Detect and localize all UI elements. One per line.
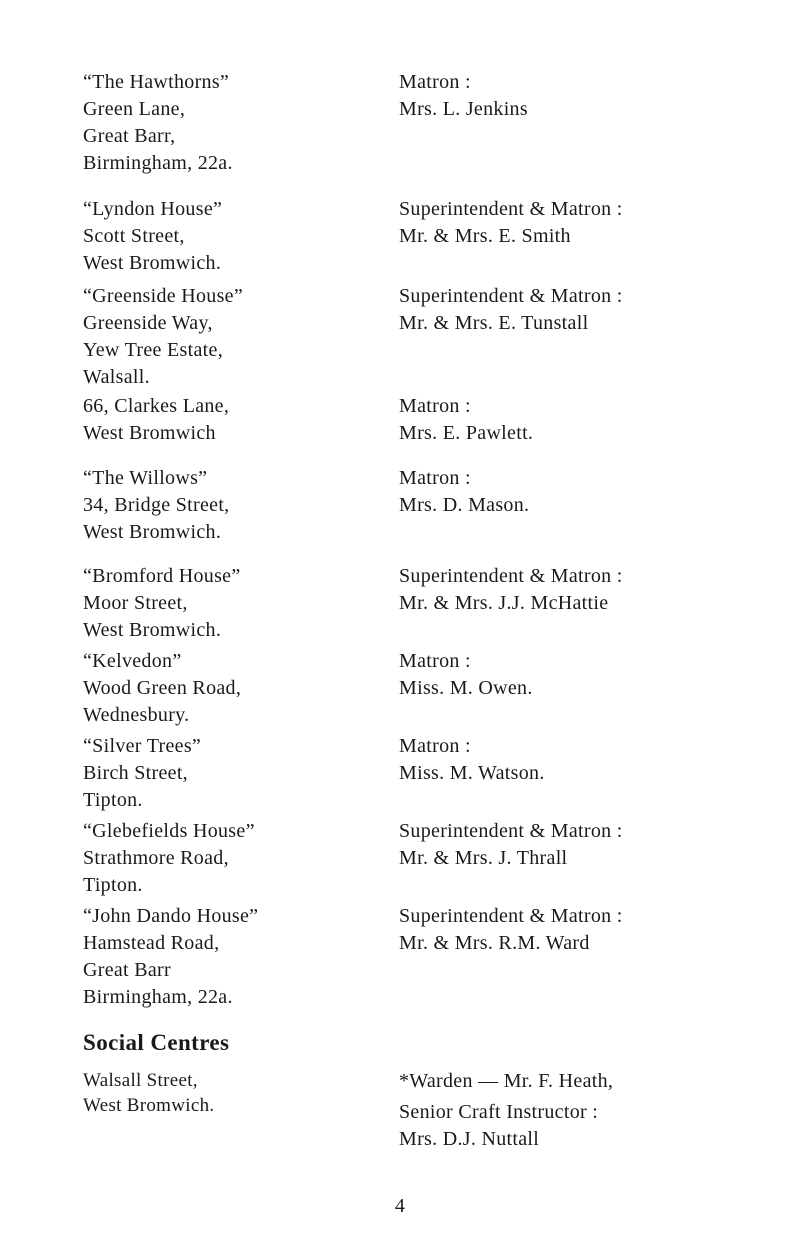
address-block — [83, 903, 393, 1011]
address-line: Birch Street, — [83, 762, 188, 784]
home-name: “Silver Trees” — [83, 735, 202, 757]
address-line: West Bromwich — [83, 422, 216, 444]
staff-role: Matron : — [399, 395, 471, 417]
address-line: Great Barr, — [83, 125, 176, 147]
address-line: Walsall. — [83, 366, 150, 388]
staff-role: Superintendent & Matron : — [399, 820, 623, 842]
address-line: Green Lane, — [83, 98, 186, 120]
address-line: Hamstead Road, — [83, 932, 220, 954]
address-block — [83, 465, 393, 546]
address-block — [83, 733, 393, 814]
staff-block — [399, 69, 729, 123]
staff-block — [399, 648, 729, 702]
staff-role: Superintendent & Matron : — [399, 905, 623, 927]
address-line: Greenside Way, — [83, 312, 213, 334]
home-name: “Lyndon House” — [83, 198, 223, 220]
address-line: Moor Street, — [83, 592, 188, 614]
staff-block — [399, 903, 729, 957]
staff-block — [399, 196, 729, 250]
address-line: Tipton. — [83, 874, 143, 896]
address-line: Yew Tree Estate, — [83, 339, 223, 361]
staff-block — [399, 818, 729, 872]
staff-role: Matron : — [399, 467, 471, 489]
address-line: Strathmore Road, — [83, 847, 229, 869]
address-line: 66, Clarkes Lane, — [83, 395, 230, 417]
staff-block — [399, 733, 729, 787]
staff-name: Mr. & Mrs. R.M. Ward — [399, 932, 590, 954]
staff-role: Matron : — [399, 735, 471, 757]
staff-block — [399, 283, 729, 337]
staff-name: Mr. & Mrs. J. Thrall — [399, 847, 568, 869]
staff-block — [399, 563, 729, 617]
staff-role: Superintendent & Matron : — [399, 198, 623, 220]
staff-block — [399, 393, 729, 447]
address-line: Scott Street, — [83, 225, 185, 247]
address-line: 34, Bridge Street, — [83, 494, 230, 516]
page-number: 4 — [394, 1195, 406, 1217]
home-name: “Greenside House” — [83, 285, 244, 307]
address-line: West Bromwich. — [83, 619, 222, 641]
address-line: Birmingham, 22a. — [83, 152, 233, 174]
warden-line: *Warden — Mr. F. Heath, — [399, 1070, 614, 1092]
address-line: West Bromwich. — [83, 1095, 215, 1116]
address-line: West Bromwich. — [83, 521, 222, 543]
address-block — [83, 196, 393, 277]
address-line: Birmingham, 22a. — [83, 986, 233, 1008]
staff-name: Miss. M. Watson. — [399, 762, 545, 784]
staff-block — [399, 1068, 729, 1153]
staff-name: Mrs. E. Pawlett. — [399, 422, 534, 444]
address-line: Walsall Street, — [83, 1070, 198, 1091]
home-name: “The Willows” — [83, 467, 208, 489]
staff-name: Mrs. D.J. Nuttall — [399, 1128, 540, 1150]
home-name: “Glebefields House” — [83, 820, 255, 842]
address-line: Wednesbury. — [83, 704, 190, 726]
staff-name: Mrs. L. Jenkins — [399, 98, 528, 120]
staff-name: Mrs. D. Mason. — [399, 494, 530, 516]
address-line: Great Barr — [83, 959, 171, 981]
staff-role: Matron : — [399, 650, 471, 672]
staff-role: Matron : — [399, 71, 471, 93]
home-name: “The Hawthorns” — [83, 71, 230, 93]
staff-name: Mr. & Mrs. E. Smith — [399, 225, 571, 247]
staff-role: Superintendent & Matron : — [399, 565, 623, 587]
address-block — [83, 563, 393, 644]
address-block — [83, 1068, 393, 1118]
staff-role: Senior Craft Instructor : — [399, 1101, 599, 1123]
address-block — [83, 283, 393, 391]
address-block — [83, 393, 393, 447]
home-name: “John Dando House” — [83, 905, 259, 927]
staff-name: Miss. M. Owen. — [399, 677, 533, 699]
address-block — [83, 69, 393, 177]
address-block — [83, 648, 393, 729]
section-heading-social-centres: Social Centres — [83, 1030, 230, 1055]
staff-name: Mr. & Mrs. E. Tunstall — [399, 312, 589, 334]
address-line: West Bromwich. — [83, 252, 222, 274]
home-name: “Bromford House” — [83, 565, 241, 587]
home-name: “Kelvedon” — [83, 650, 182, 672]
staff-name: Mr. & Mrs. J.J. McHattie — [399, 592, 609, 614]
address-block — [83, 818, 393, 899]
address-line: Tipton. — [83, 789, 143, 811]
address-line: Wood Green Road, — [83, 677, 242, 699]
staff-role: Superintendent & Matron : — [399, 285, 623, 307]
staff-block — [399, 465, 729, 519]
